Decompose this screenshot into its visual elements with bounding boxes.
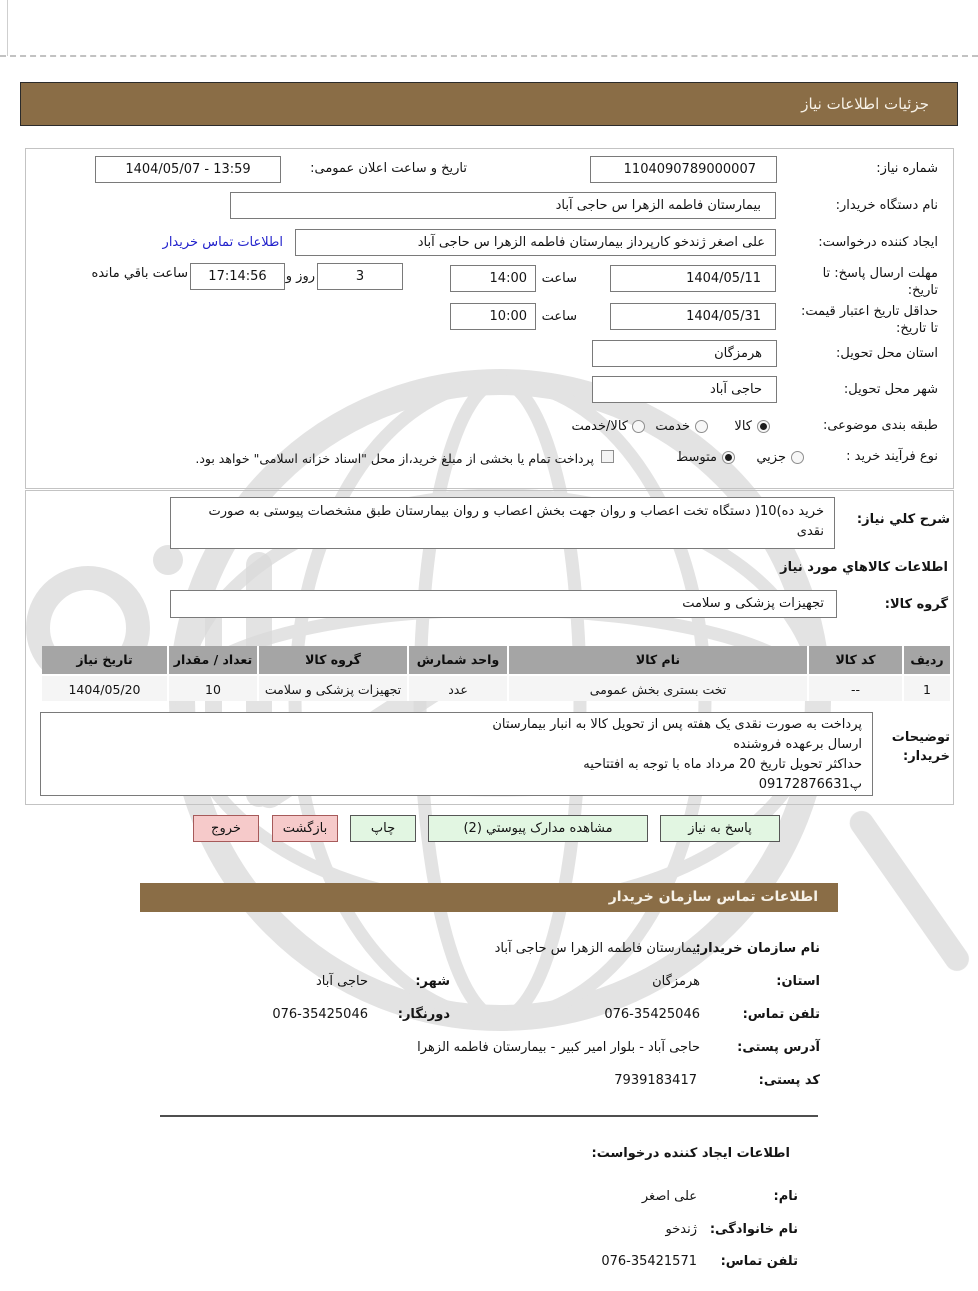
radio-class-service[interactable]: [695, 420, 708, 433]
org-postal-label: کد پستی:: [758, 1073, 820, 1088]
countdown-field[interactable]: 17:14:56: [190, 263, 285, 290]
delivery-province-field[interactable]: هرمزگان: [592, 340, 777, 367]
buyer-notes-line: پرداخت به صورت نقدی یک هفته پس از تحویل کالا به انبار بیمارستان: [492, 717, 862, 732]
creator-name-value: علی اصغر: [641, 1189, 697, 1204]
back-button[interactable]: بازگشت: [272, 815, 338, 842]
col-code: کد کالا: [807, 646, 902, 674]
org-name-value: بیمارستان فاطمه الزهرا س حاجی آباد: [494, 941, 700, 956]
org-name-label: نام سازمان خریدار:: [695, 941, 820, 956]
days-and-label: روز و: [285, 269, 315, 284]
org-address-value: حاجی آباد - بلوار امیر کبیر - بیمارستان فاطمه الزهرا: [417, 1040, 700, 1055]
col-name: نام کالا: [507, 646, 807, 674]
goods-section-title: اطلاعات کالاهاي مورد نیاز: [780, 560, 948, 575]
page-title: جزئیات اطلاعات نیاز: [801, 95, 929, 113]
announce-datetime-field[interactable]: 1404/05/07 - 13:59: [95, 156, 281, 183]
response-deadline-date-field[interactable]: 1404/05/11: [610, 265, 776, 292]
cell-quantity: 10: [167, 674, 257, 701]
left-edge-line: [7, 0, 8, 56]
buyer-contact-link[interactable]: اطلاعات تماس خریدار: [162, 235, 283, 250]
request-creator-label: ایجاد کننده درخواست:: [818, 235, 938, 250]
print-button[interactable]: چاپ: [350, 815, 416, 842]
radio-class-goods[interactable]: [757, 420, 770, 433]
top-divider: [0, 55, 978, 57]
radio-class-goods-service[interactable]: [632, 420, 645, 433]
goods-table-row: [42, 674, 950, 701]
buyer-notes-line: ارسال برعهده فروشنده: [733, 737, 862, 752]
goods-group-field[interactable]: تجهیزات پزشکی و سلامت: [170, 590, 837, 618]
price-validity-label: حداقل تاریخ اعتبار قیمت: تا تاریخ:: [800, 304, 938, 336]
cell-group: تجهیزات پزشکی و سلامت: [257, 674, 407, 701]
radio-process-minor-label: جزیي: [756, 450, 786, 465]
org-postal-value: 7939183417: [614, 1073, 697, 1088]
col-group: گروه کالا: [257, 646, 407, 674]
buyer-notes-field[interactable]: [40, 712, 873, 796]
validity-hour-label: ساعت: [541, 309, 577, 324]
buyer-org-label: نام دستگاه خریدار:: [835, 198, 938, 213]
org-city-value: حاجی آباد: [316, 974, 368, 989]
org-contact-title: اطلاعات تماس سازمان خریدار: [608, 889, 818, 905]
deadline-hour-label: ساعت: [541, 271, 577, 286]
need-description-label: شرح کلي نیاز:: [856, 512, 950, 527]
creator-name-label: نام:: [773, 1189, 798, 1204]
radio-process-minor[interactable]: [791, 451, 804, 464]
radio-process-medium-label: متوسط: [676, 450, 717, 465]
cell-name: تخت بستری بخش عمومی: [507, 674, 807, 701]
creator-family-value: ژندخو: [665, 1222, 697, 1237]
delivery-city-field[interactable]: حاجی آباد: [592, 376, 777, 403]
radio-class-service-label: خدمت: [655, 419, 690, 434]
price-validity-time-field[interactable]: 10:00: [450, 303, 536, 330]
org-city-label: شهر:: [415, 974, 450, 989]
buyer-notes-line: حداکثر تحویل تاریخ 20 مرداد ماه با توجه به افتتاحیه: [583, 757, 862, 772]
need-number-label: شماره نیاز:: [876, 161, 938, 176]
need-number-field[interactable]: 1104090789000007: [590, 156, 777, 183]
view-attachments-button[interactable]: مشاهده مدارک پیوستي (2): [428, 815, 648, 842]
col-unit: واحد شمارش: [407, 646, 507, 674]
goods-table-header: [42, 646, 950, 674]
cell-code: --: [807, 674, 902, 701]
goods-group-label: گروه کالا:: [884, 597, 948, 612]
section-divider: [160, 1115, 818, 1117]
need-description-field[interactable]: خرید ده)10( دستگاه تخت اعصاب و روان جهت بخش اعصاب و روان بیمارستان طبق مشخصات پیوستی به صورت نقدی: [170, 497, 835, 549]
cell-row: 1: [902, 674, 950, 701]
cell-need-date: 1404/05/20: [42, 674, 167, 701]
creator-family-label: نام خانوادگی:: [709, 1222, 798, 1237]
radio-class-goods-service-label: کالا/خدمت: [571, 419, 628, 434]
respond-to-need-button[interactable]: پاسخ به نیاز: [660, 815, 780, 842]
org-phone-value: 076-35425046: [604, 1007, 700, 1022]
org-contact-bar: [140, 883, 838, 912]
treasury-checkbox[interactable]: [601, 450, 614, 463]
org-fax-label: دورنگار:: [397, 1007, 450, 1022]
org-address-label: آدرس پستی:: [737, 1040, 820, 1055]
creator-phone-label: تلفن تماس:: [720, 1254, 798, 1269]
org-fax-value: 076-35425046: [272, 1007, 368, 1022]
col-quantity: تعداد / مقدار: [167, 646, 257, 674]
cell-unit: عدد: [407, 674, 507, 701]
treasury-checkbox-label: پرداخت تمام یا بخشی از مبلغ خرید،از محل "اسناد خزانه اسلامی" خواهد بود.: [195, 451, 594, 466]
time-remaining-label: ساعت باقي مانده: [91, 266, 188, 281]
creator-section-title: اطلاعات ایجاد کننده درخواست:: [591, 1146, 790, 1161]
col-row: ردیف: [902, 646, 950, 674]
radio-process-medium[interactable]: [722, 451, 735, 464]
buyer-notes-line: پ09172876631: [758, 777, 862, 792]
days-remaining-field[interactable]: 3: [317, 263, 403, 290]
col-need-date: تاریخ نیاز: [42, 646, 167, 674]
org-province-value: هرمزگان: [652, 974, 700, 989]
radio-class-goods-label: کالا: [734, 419, 752, 434]
process-type-label: نوع فرآیند خرید :: [846, 449, 938, 464]
exit-button[interactable]: خروج: [193, 815, 259, 842]
announce-datetime-label: تاریخ و ساعت اعلان عمومی:: [310, 161, 467, 176]
org-phone-label: تلفن تماس:: [742, 1007, 820, 1022]
classification-label: طبقه بندی موضوعی:: [822, 418, 938, 433]
price-validity-date-field[interactable]: 1404/05/31: [610, 303, 776, 330]
org-province-label: استان:: [776, 974, 820, 989]
delivery-city-label: شهر محل تحویل:: [843, 382, 938, 397]
response-deadline-label: مهلت ارسال پاسخ: تا تاریخ:: [822, 266, 938, 298]
creator-phone-value: 076-35421571: [601, 1254, 697, 1269]
page-title-bar: [20, 82, 958, 126]
delivery-province-label: استان محل تحویل:: [836, 346, 938, 361]
buyer-notes-label: توضیحات خریدار:: [891, 730, 950, 764]
buyer-org-field[interactable]: بیمارستان فاطمه الزهرا س حاجی آباد: [230, 192, 776, 219]
request-creator-field[interactable]: علی اصغر ژندخو کارپرداز بیمارستان فاطمه الزهرا س حاجی آباد: [295, 229, 776, 256]
response-deadline-time-field[interactable]: 14:00: [450, 265, 536, 292]
